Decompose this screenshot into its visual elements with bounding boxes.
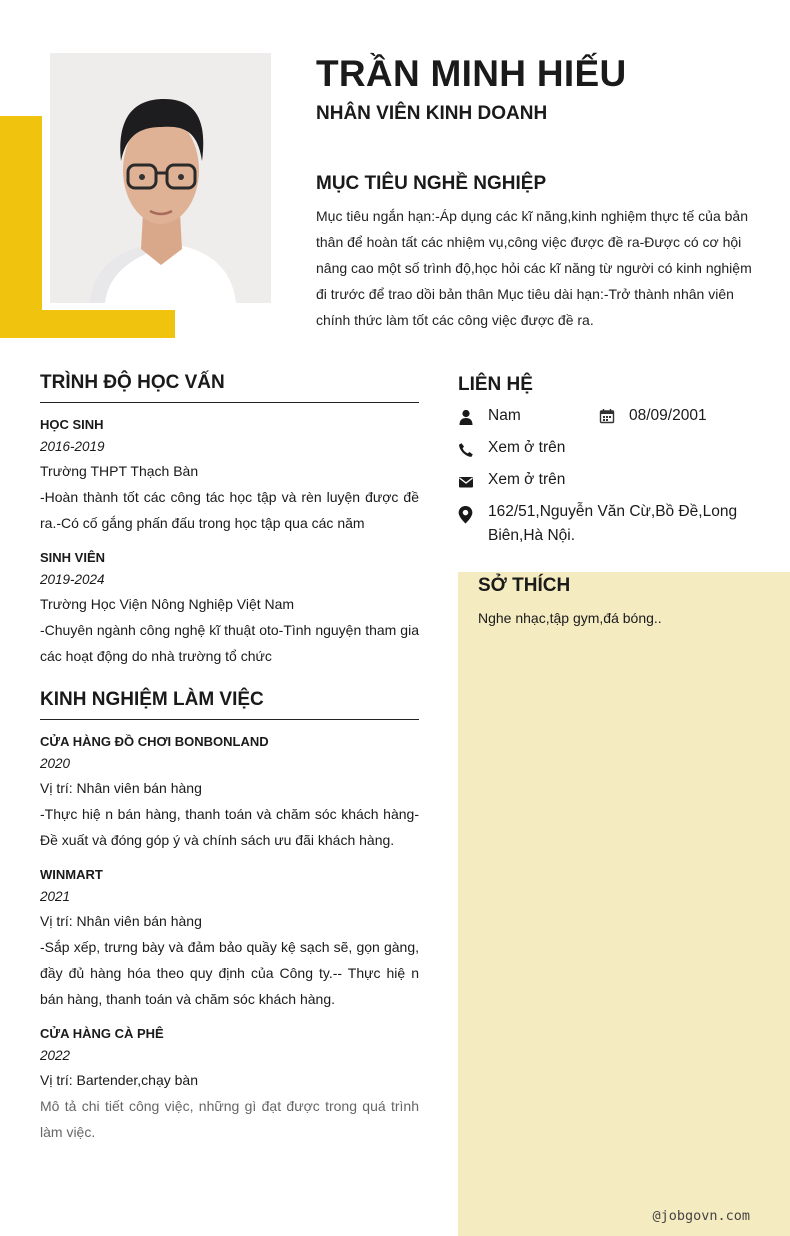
- entry-year: 2021: [40, 889, 71, 904]
- calendar-icon: [599, 408, 615, 424]
- experience-entry: [40, 1025, 419, 1145]
- location-pin-icon: [457, 505, 474, 524]
- entry-year: 2022: [40, 1048, 71, 1063]
- entry-description: -Hoàn thành tốt các công tác học tập và rèn luyện được đề ra.-Có cố gắng phấn đấu trong học tập qua các năm: [40, 489, 419, 531]
- birthday-value: 08/09/2001: [629, 407, 707, 424]
- entry-position: Vị trí: Nhân viên bán hàng: [40, 913, 202, 929]
- education-section: [40, 372, 419, 669]
- accent-block-horizontal: [0, 310, 175, 338]
- experience-entry: [40, 866, 419, 1012]
- entry-school: Trường Học Viện Nông Nghiệp Việt Nam: [40, 596, 295, 612]
- watermark: @jobgovn.com: [652, 1208, 750, 1224]
- profile-photo: [50, 53, 271, 303]
- hobbies-title: SỞ THÍCH: [478, 575, 571, 596]
- entry-org: WINMART: [40, 867, 103, 882]
- accent-block-vertical: [0, 116, 42, 338]
- education-title: TRÌNH ĐỘ HỌC VẤN: [40, 372, 419, 403]
- entry-year: 2019-2024: [40, 572, 105, 587]
- experience-title: KINH NGHIỆM LÀM VIỆC: [40, 689, 419, 720]
- candidate-role: NHÂN VIÊN KINH DOANH: [316, 103, 548, 124]
- entry-org: HỌC SINH: [40, 417, 104, 432]
- mail-icon: [458, 474, 474, 490]
- entry-org: CỬA HÀNG ĐỒ CHƠI BONBONLAND: [40, 734, 269, 749]
- entry-position: Vị trí: Bartender,chạy bàn: [40, 1072, 198, 1088]
- entry-description: -Thực hiệ n bán hàng, thanh toán và chăm sóc khách hàng-Đề xuất và đóng góp ý và chính sách ưu đãi khách hàng.: [40, 806, 419, 848]
- experience-section: [40, 689, 419, 1145]
- entry-school: Trường THPT Thạch Bàn: [40, 463, 199, 479]
- phone-value: Xem ở trên: [488, 439, 566, 456]
- objective-title: MỤC TIÊU NGHỀ NGHIỆP: [316, 173, 547, 194]
- entry-description: -Sắp xếp, trưng bày và đảm bảo quầy kệ sạch sẽ, gọn gàng, đầy đủ hàng hóa theo quy định của Công ty.-- Thực hiệ n bán hàng, thanh toán và chăm sóc khách hàng.: [40, 939, 419, 1007]
- person-icon: [458, 409, 474, 425]
- entry-org: CỬA HÀNG CÀ PHÊ: [40, 1026, 164, 1041]
- email-value: Xem ở trên: [488, 471, 566, 488]
- hobbies-section: [458, 572, 790, 1236]
- entry-description: Mô tả chi tiết công việc, những gì đạt được trong quá trình làm việc.: [40, 1098, 419, 1140]
- portrait-image: [50, 53, 271, 303]
- entry-description: -Chuyên ngành công nghệ kĩ thuật oto-Tình nguyện tham gia các hoạt động do nhà trường tổ chức: [40, 622, 419, 664]
- gender-value: Nam: [488, 407, 521, 424]
- candidate-name: TRẦN MINH HIẾU: [316, 53, 627, 94]
- entry-position: Vị trí: Nhân viên bán hàng: [40, 780, 202, 796]
- phone-icon: [458, 442, 474, 458]
- address-value: 162/51,Nguyễn Văn Cừ,Bồ Đề,Long Biên,Hà Nội.: [488, 503, 738, 544]
- hobbies-text: Nghe nhạc,tập gym,đá bóng..: [478, 610, 662, 626]
- experience-entry: [40, 733, 419, 853]
- education-entry: [40, 549, 419, 669]
- left-column: [40, 372, 419, 1158]
- entry-year: 2016-2019: [40, 439, 105, 454]
- contact-title: LIÊN HỆ: [458, 374, 533, 395]
- entry-year: 2020: [40, 756, 71, 771]
- objective-text: Mục tiêu ngắn hạn:-Áp dụng các kĩ năng,kinh nghiệm thực tế của bản thân để hoàn tất các nhiệm vụ,công việc được đề ra-Được có cơ hội nâng cao một số trình độ,học hỏi các kĩ năng từ người có kinh nghiệm đi trước để trao dồi bản thân Mục tiêu dài hạn:-Trở thành nhân viên chính thức làm tốt các công việc được đề ra.: [316, 208, 752, 328]
- education-entry: [40, 416, 419, 536]
- entry-org: SINH VIÊN: [40, 550, 106, 565]
